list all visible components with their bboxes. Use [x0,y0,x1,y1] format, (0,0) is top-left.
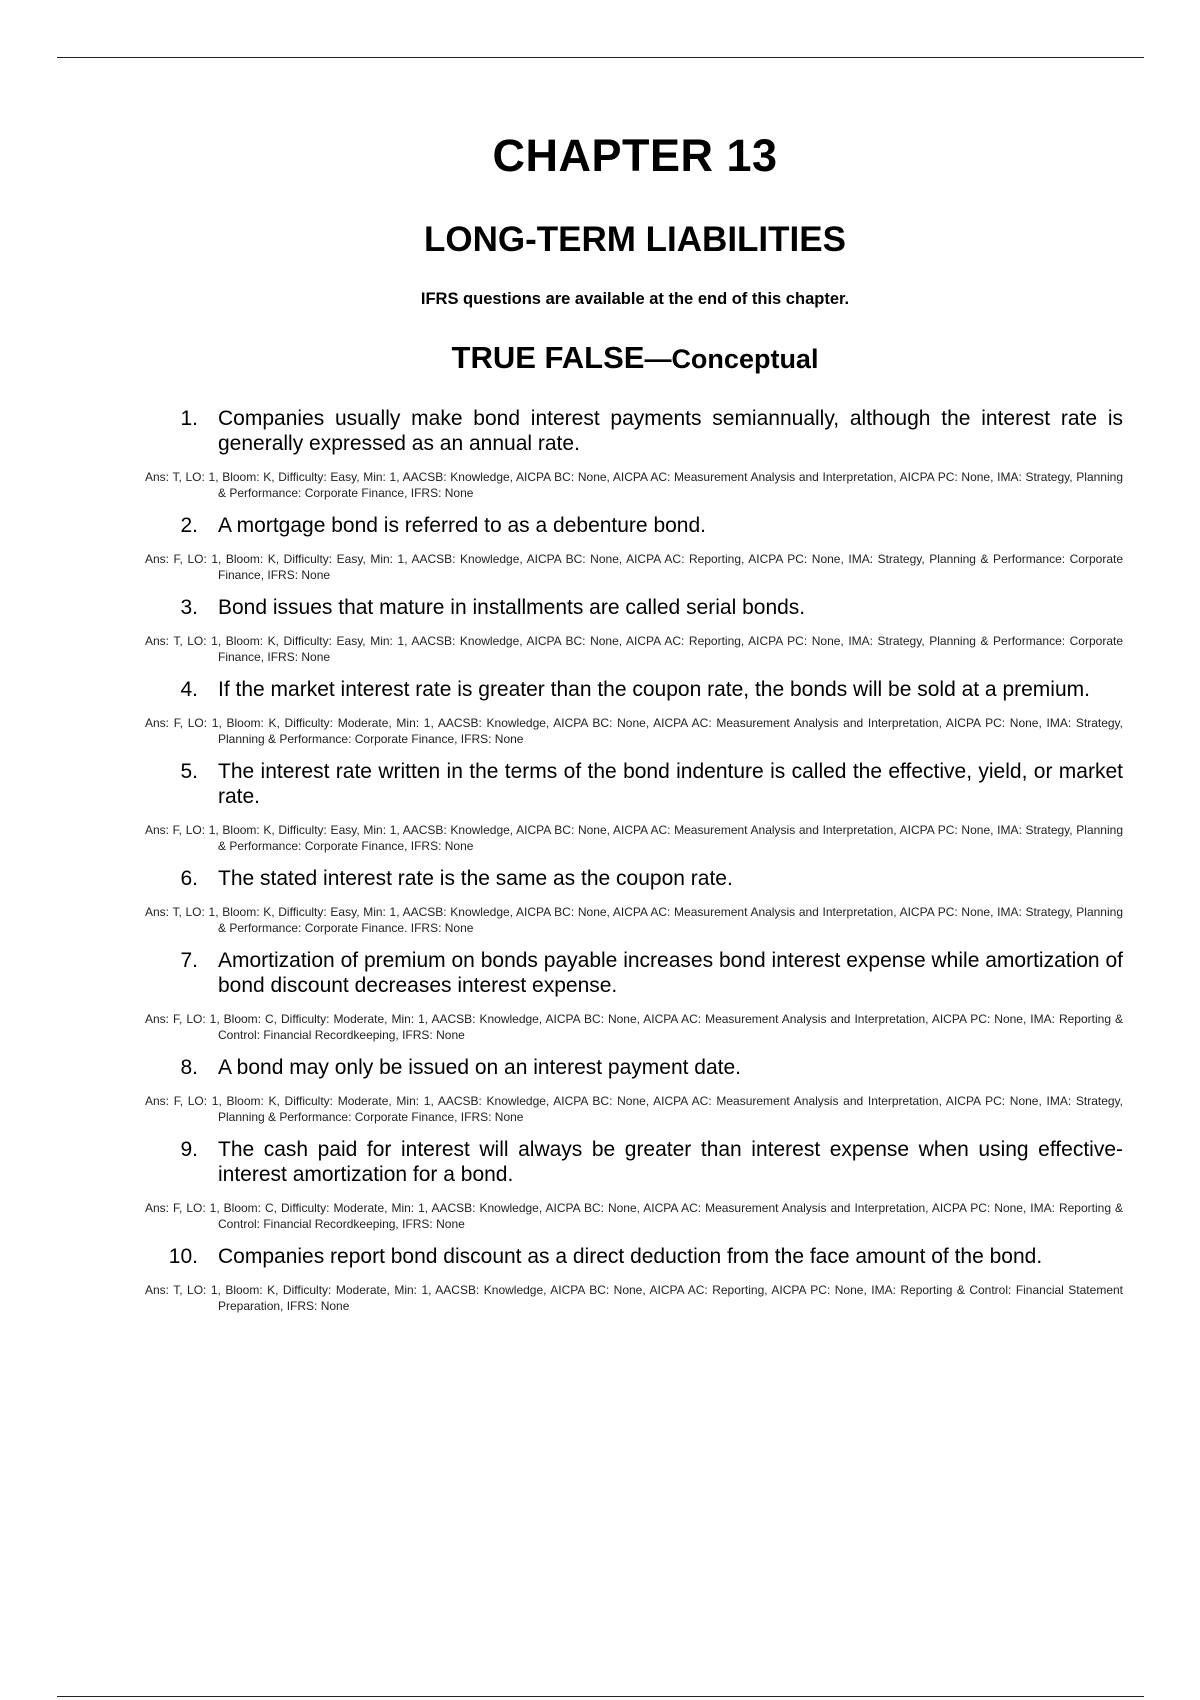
question-text: The stated interest rate is the same as the coupon rate. [218,867,733,890]
chapter-subtitle: LONG-TERM LIABILITIES [424,220,846,259]
section-heading-main: TRUE FALSE [451,340,645,375]
question-number: 9. [180,1138,198,1161]
question-item [145,677,1123,747]
answer-metadata: Ans: F, LO: 1, Bloom: C, Difficulty: Moderate, Min: 1, AACSB: Knowledge, AICPA BC: None, AICPA AC: Measurement Analysis and Interpretation, AICPA PC: None, IMA: Reporting & Control: Financial Recordkeeping, IFRS: None [145,1201,1123,1231]
question-text: Bond issues that mature in installments are called serial bonds. [218,596,806,619]
question-item [145,1055,1123,1125]
question-item [145,513,1123,583]
question-text: A mortgage bond is referred to as a debenture bond. [218,514,706,537]
top-rule [57,57,1144,58]
answer-metadata: Ans: F, LO: 1, Bloom: K, Difficulty: Easy, Min: 1, AACSB: Knowledge, AICPA BC: None, AICPA AC: Reporting, AICPA PC: None, IMA: Strategy, Planning & Performance: Corporate Finance, IFRS: None [145,552,1123,582]
answer-metadata: Ans: F, LO: 1, Bloom: C, Difficulty: Moderate, Min: 1, AACSB: Knowledge, AICPA BC: None, AICPA AC: Measurement Analysis and Interpretation, AICPA PC: None, IMA: Reporting & Control: Financial Recordkeeping, IFRS: None [145,1012,1123,1042]
question-number: 10. [168,1245,198,1268]
question-item [145,1244,1123,1314]
section-heading-sub: —Conceptual [644,344,819,374]
question-text: If the market interest rate is greater than the coupon rate, the bonds will be sold at a premium. [218,678,1090,701]
answer-metadata: Ans: T, LO: 1, Bloom: K, Difficulty: Easy, Min: 1, AACSB: Knowledge, AICPA BC: None, AICPA AC: Measurement Analysis and Interpretation, AICPA PC: None, IMA: Strategy, Planning & Performance: Corporate Finance. IFRS: None [145,905,1123,935]
answer-metadata: Ans: F, LO: 1, Bloom: K, Difficulty: Easy, Min: 1, AACSB: Knowledge, AICPA BC: None, AICPA AC: Measurement Analysis and Interpretation, AICPA PC: None, IMA: Strategy, Planning & Performance: Corporate Finance, IFRS: None [145,823,1123,853]
question-item [145,759,1123,854]
question-number: 3. [180,596,198,619]
question-text: The cash paid for interest will always be greater than interest expense when using effective-interest amortization for a bond. [218,1138,1123,1186]
answer-metadata: Ans: F, LO: 1, Bloom: K, Difficulty: Moderate, Min: 1, AACSB: Knowledge, AICPA BC: None, AICPA AC: Measurement Analysis and Interpretation, AICPA PC: None, IMA: Strategy, Planning & Performance: Corporate Finance, IFRS: None [145,716,1123,746]
question-number: 5. [180,760,198,783]
answer-metadata: Ans: T, LO: 1, Bloom: K, Difficulty: Moderate, Min: 1, AACSB: Knowledge, AICPA BC: None, AICPA AC: Reporting, AICPA PC: None, IMA: Reporting & Control: Financial Statement Preparation, IFRS: None [145,1283,1123,1313]
question-number: 7. [180,949,198,972]
question-number: 6. [180,867,198,890]
question-item [145,866,1123,936]
question-text: Companies usually make bond interest payments semiannually, although the interest rate is generally expressed as an annual rate. [218,407,1123,455]
question-item [145,948,1123,1043]
question-list [145,406,1123,1326]
answer-metadata: Ans: T, LO: 1, Bloom: K, Difficulty: Easy, Min: 1, AACSB: Knowledge, AICPA BC: None, AICPA AC: Measurement Analysis and Interpretation, AICPA PC: None, IMA: Strategy, Planning & Performance: Corporate Finance, IFRS: None [145,470,1123,500]
chapter-title: CHAPTER 13 [492,130,778,181]
question-text: Amortization of premium on bonds payable increases bond interest expense while amortization of bond discount decreases interest expense. [218,949,1123,997]
answer-metadata: Ans: F, LO: 1, Bloom: K, Difficulty: Moderate, Min: 1, AACSB: Knowledge, AICPA BC: None, AICPA AC: Measurement Analysis and Interpretation, AICPA PC: None, IMA: Strategy, Planning & Performance: Corporate Finance, IFRS: None [145,1094,1123,1124]
question-number: 1. [180,407,198,430]
ifrs-note: IFRS questions are available at the end of this chapter. [420,290,850,308]
question-number: 2. [180,514,198,537]
section-heading [0,340,1200,376]
question-number: 4. [180,678,198,701]
question-number: 8. [180,1056,198,1079]
question-text: The interest rate written in the terms of the bond indenture is called the effective, yield, or market rate. [218,760,1123,808]
answer-metadata: Ans: T, LO: 1, Bloom: K, Difficulty: Easy, Min: 1, AACSB: Knowledge, AICPA BC: None, AICPA AC: Reporting, AICPA PC: None, IMA: Strategy, Planning & Performance: Corporate Finance, IFRS: None [145,634,1123,664]
question-text: Companies report bond discount as a direct deduction from the face amount of the bond. [218,1245,1043,1268]
question-item [145,406,1123,501]
question-text: A bond may only be issued on an interest payment date. [218,1056,742,1079]
bottom-rule [57,1696,1144,1697]
question-item [145,1137,1123,1232]
question-item [145,595,1123,665]
